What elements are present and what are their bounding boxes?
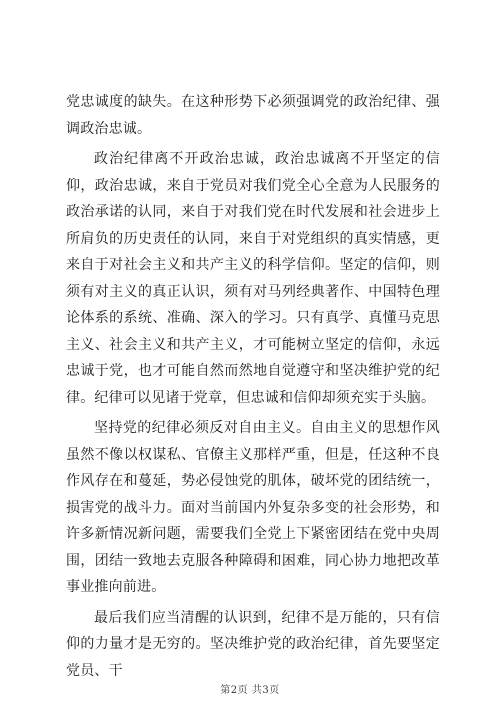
paragraph-political-loyalty: 政治纪律离不开政治忠诚，政治忠诚离不开坚定的信仰，政治忠诚，来自于党员对我们党全心全意为人民服务的政治承诺的认同，来自于对我们党在时代发展和社会进步上所肩负的历史责任的认同，来自于对党组织的真实情感，更来自于对社会主义和共产主义的科学信仰。坚定的信仰，则须有对主义的真正认识，须有对马列经典著作、中国特色理论体系的系统、准确、深入的学习。只有真学、真懂马克思主义、社会主义和共产主义，才可能树立坚定的信仰，永远忠诚于党，也才可能自然而然地自觉遵守和坚决维护党的纪律。纪律可以见诸于党章，但忠诚和信仰却须充实于头脑。 xyxy=(66,151,440,406)
document-body xyxy=(66,89,440,684)
paragraph-oppose-liberalism: 坚持党的纪律必须反对自由主义。自由主义的思想作风虽然不像以权谋私、官僚主义那样严重，但是，任这种不良作风存在和蔓延，势必侵蚀党的肌体，破坏党的团结统一，损害党的战斗力。面对当前国内外复杂多变的社会形势，和许多新情况新问题，需要我们全党上下紧密团结在党中央周围，团结一致地去克服各种障碍和困难，同心协力地把改革事业推向前进。 xyxy=(66,420,440,595)
paragraph-continuation: 党忠诚度的缺失。在这种形势下必须强调党的政治纪律、强调政治忠诚。 xyxy=(66,94,440,137)
page-number-footer: 第2页 共3页 xyxy=(220,685,280,696)
paragraph-conclusion: 最后我们应当清醒的认识到，纪律不是万能的，只有信仰的力量才是无穷的。坚决维护党的政治纪律，首先要坚定党员、干 xyxy=(66,609,440,679)
